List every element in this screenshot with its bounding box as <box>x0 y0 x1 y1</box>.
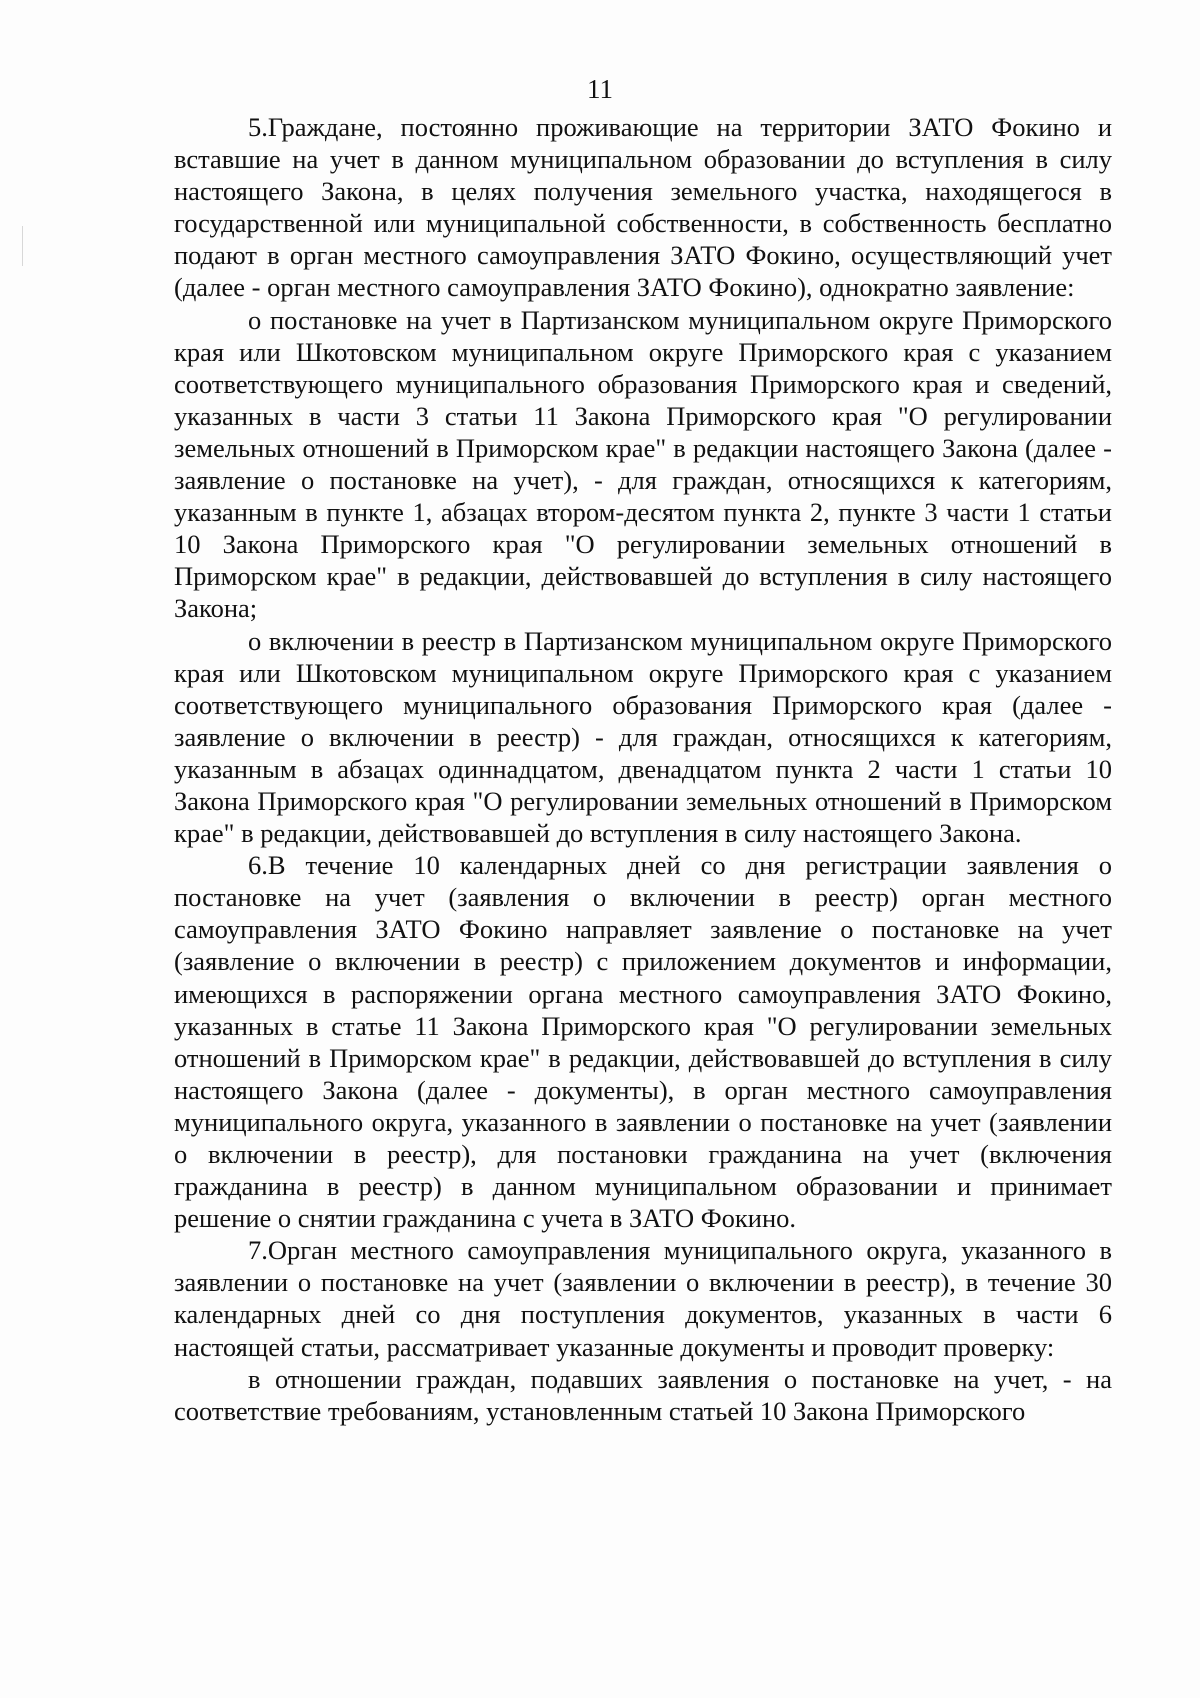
page-number: 11 <box>587 74 613 104</box>
paragraph-registry-application: о включении в реестр в Партизанском муниципальном округе Приморского края или Шкотовском муниципальном округе Приморского края с указанием соответствующего муниципального образования Приморского края (далее - заявление о включении в реестр) - для граждан, относящихся к категориям, указанным в абзацах одиннадцатом, двенадцатом пункта 2 части 1 статьи 10 Закона Приморского края "О регулировании земельных отношений в Приморском крае" в редакции, действовавшей до вступления в силу настоящего Закона. <box>174 625 1112 849</box>
paragraph-7: 7.Орган местного самоуправления муниципального округа, указанного в заявлении о постановке на учет (заявлении о включении в реестр), в течение 30 календарных дней со дня поступления документов, указанных в части 6 настоящей статьи, рассматривает указанные документы и проводит проверку: <box>174 1235 1112 1362</box>
document-body <box>174 111 1112 1427</box>
paragraph-registration-application: о постановке на учет в Партизанском муниципальном округе Приморского края или Шкотовском муниципальном округе Приморского края с указанием соответствующего муниципального образования Приморского края и сведений, указанных в части 3 статьи 11 Закона Приморского края "О регулировании земельных отношений в Приморском крае" в редакции настоящего Закона (далее - заявление о постановке на учет), - для граждан, относящихся к категориям, указанным в пункте 1, абзацах втором-десятом пункта 2, пункте 3 части 1 статьи 10 Закона Приморского края "О регулировании земельных отношений в Приморском крае" в редакции, действовавшей до вступления в силу настоящего Закона; <box>174 304 1112 624</box>
scan-mark <box>22 226 23 266</box>
paragraph-6: 6.В течение 10 календарных дней со дня регистрации заявления о постановке на учет (заявления о включении в реестр) орган местного самоуправления ЗАТО Фокино направляет заявление о постановке на учет (заявление о включении в реестр) с приложением документов и информации, имеющихся в распоряжении органа местного самоуправления ЗАТО Фокино, указанных в статье 11 Закона Приморского края "О регулировании земельных отношений в Приморском крае" в редакции, действовавшей до вступления в силу настоящего Закона (далее - документы), в орган местного самоуправления муниципального округа, указанного в заявлении о постановке на учет (заявлении о включении в реестр), для постановки гражданина на учет (включения гражданина в реестр) в данном муниципальном образовании и принимает решение о снятии гражданина с учета в ЗАТО Фокино. <box>174 850 1112 1234</box>
paragraph-5: 5.Граждане, постоянно проживающие на территории ЗАТО Фокино и вставшие на учет в данном муниципальном образовании до вступления в силу настоящего Закона, в целях получения земельного участка, находящегося в государственной или муниципальной собственности, в собственность бесплатно подают в орган местного самоуправления ЗАТО Фокино, осуществляющий учет (далее - орган местного самоуправления ЗАТО Фокино), однократно заявление: <box>174 112 1112 303</box>
paragraph-verification: в отношении граждан, подавших заявления о постановке на учет, - на соответствие требованиям, установленным статьей 10 Закона Приморского <box>174 1363 1112 1426</box>
